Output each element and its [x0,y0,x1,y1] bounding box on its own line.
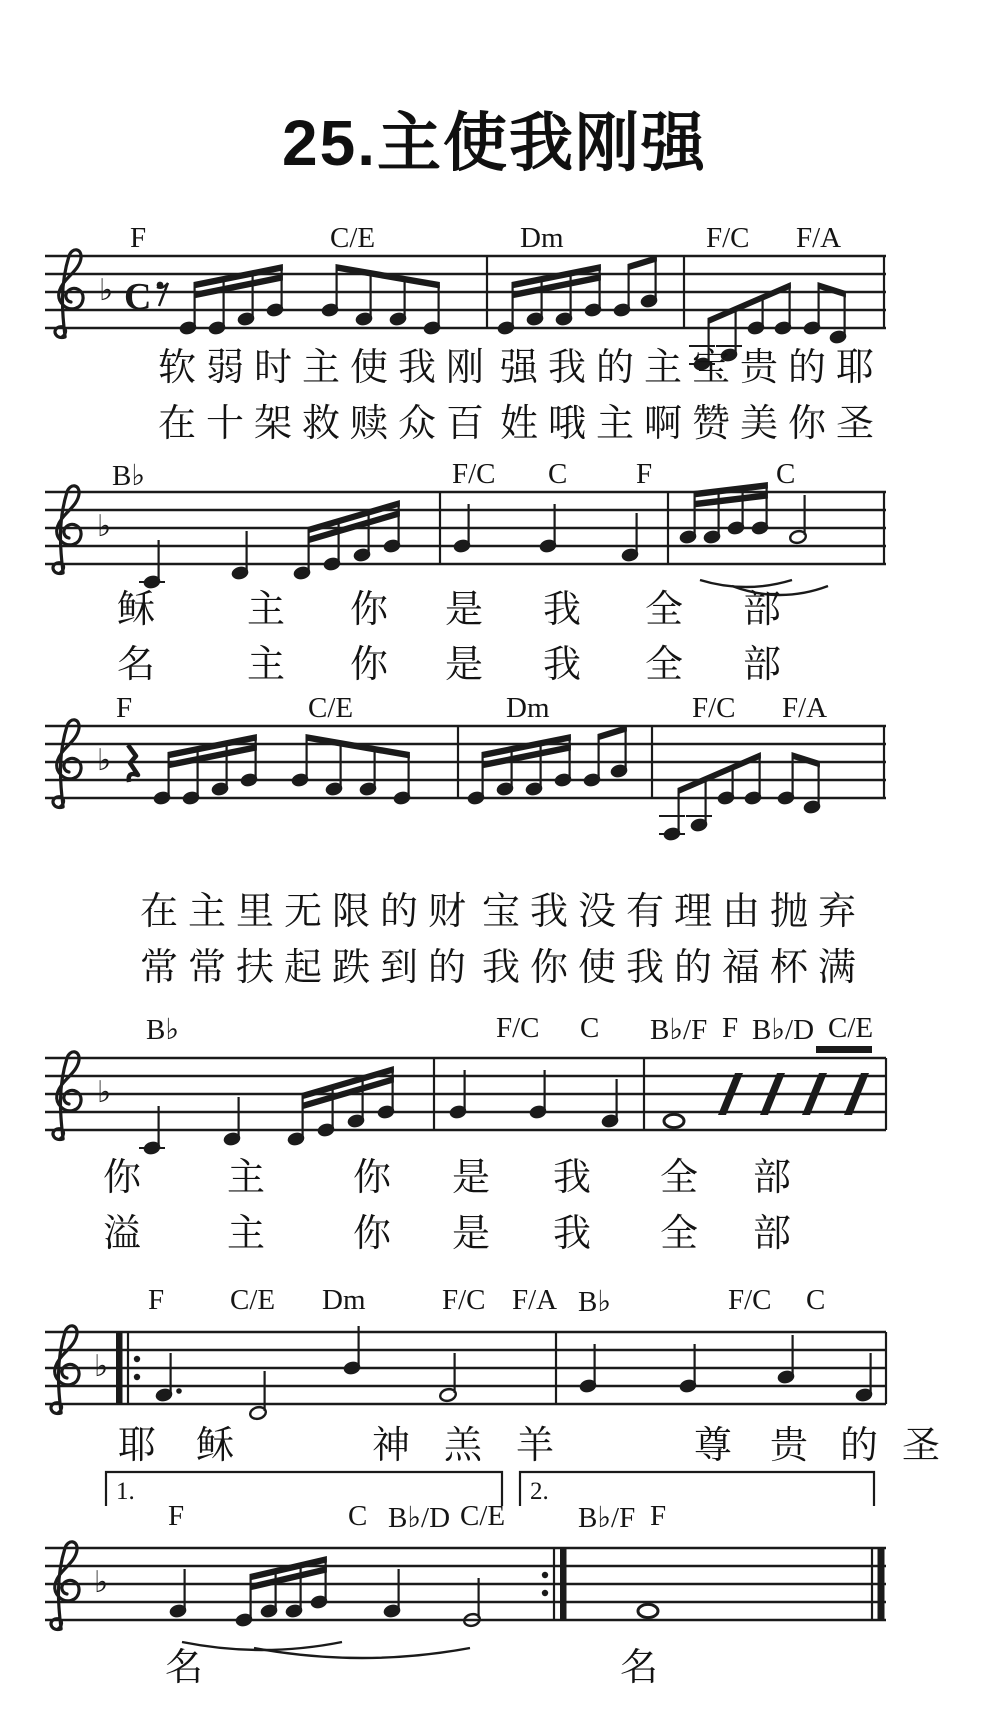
beam [336,264,440,289]
flat-icon: ♭ [97,1075,112,1110]
beam [816,1046,872,1053]
lyric-text: 部 [753,1155,792,1199]
lyric-text: 是 [452,1155,491,1199]
beam [708,282,791,325]
chord-label: F [722,1012,739,1044]
lyric-text: 你 [350,587,389,631]
chord-label: F [116,692,133,724]
treble-clef-icon [53,720,81,808]
chord-label: B♭ [146,1014,180,1046]
lyric-text: 在十架救赎众百 [158,401,495,445]
chord-label: F [636,458,653,490]
lyric-text: 耶 [118,1423,157,1467]
lyric-text: 我你使我的福杯满 [482,945,867,989]
lyric-text: 你 [103,1155,142,1199]
chord-label: C [348,1500,368,1532]
lyric-text: 主 [247,642,286,686]
lyric-text: 你 [350,642,389,686]
lyric-text: 是 [452,1211,491,1255]
volta-number: 1. [116,1478,135,1505]
lyric-text: 名 [117,642,156,686]
chord-label: B♭ [112,460,146,492]
lyric-text: 软弱时主使我刚 [158,345,495,389]
lyric-text: 部 [753,1211,792,1255]
chord-label: F [148,1284,165,1316]
volta-number: 2. [530,1478,549,1505]
chord-label: C [776,458,796,490]
chord-label: C [806,1284,826,1316]
treble-clef-icon [51,1326,79,1414]
lyric-text: 全 [645,587,684,631]
lyric-text: 主 [247,587,286,631]
repeat-end-icon [560,1548,567,1620]
slur [700,580,792,587]
treble-clef-icon [51,1542,79,1630]
chord-label: B♭ [578,1286,612,1318]
lyric-text: 是 [445,642,484,686]
beam [598,725,627,741]
lyric-text: 全 [660,1211,699,1255]
staff-system-5 [45,1326,886,1421]
flat-icon: ♭ [97,743,112,778]
chord-label: F/C [728,1284,772,1316]
staff-system-6 [45,1542,886,1658]
flat-icon: ♭ [94,1565,109,1600]
common-time-icon: C [124,276,152,318]
whole-note-icon [638,1604,658,1617]
chord-label: F/A [512,1284,558,1316]
chord-label: F/A [796,222,842,254]
chord-label: F/C [692,692,736,724]
lyric-text: 主 [227,1211,266,1255]
chord-label: C/E [828,1012,874,1044]
staff-system-2 [45,482,886,595]
beam [628,255,657,271]
chord-label: B♭/D [752,1014,815,1046]
lyric-text: 溢 [103,1211,142,1255]
lyric-text: 羊 [516,1423,555,1467]
chord-label: B♭/F [578,1502,636,1534]
chord-label: B♭/D [388,1502,451,1534]
chord-label: F/C [706,222,750,254]
chord-label: F/A [782,692,828,724]
chord-label: C/E [460,1500,506,1532]
chord-label: Dm [506,692,550,724]
lyric-text: 稣 [117,587,156,631]
lyric-text: 的 [840,1423,879,1467]
lyric-text: 全 [660,1155,699,1199]
lyric-text: 名 [620,1645,659,1689]
chord-label: C [548,458,568,490]
lyric-text: 全 [645,642,684,686]
lyric-text: 常常扶起跌到的 [140,945,477,989]
treble-clef-icon [53,486,81,574]
beam [678,752,761,795]
lyric-text: 部 [743,587,782,631]
staff-system-3 [45,720,886,842]
lyric-text: 你 [353,1211,392,1255]
chord-label: F/C [496,1012,540,1044]
beam [792,752,820,768]
flat-icon: ♭ [94,1349,109,1384]
beam [818,282,846,298]
lyric-text: 我 [543,642,582,686]
chord-label: F [650,1500,667,1532]
staff-system-4 [45,1046,886,1155]
flat-icon: ♭ [97,509,112,544]
treble-clef-icon [53,1052,81,1140]
lyric-text: 稣 [196,1423,235,1467]
whole-note-icon [664,1114,684,1127]
lyric-text: 名 [165,1645,204,1689]
lyric-text: 你 [353,1155,392,1199]
chord-label: Dm [322,1284,366,1316]
lyric-text: 在主里无限的财 [140,889,477,933]
final-barline [878,1548,885,1620]
chord-label: B♭/F [650,1014,708,1046]
lyric-text: 是 [445,587,484,631]
lyric-text: 神 [372,1423,411,1467]
chord-label: C/E [230,1284,276,1316]
chord-label: C [580,1012,600,1044]
lyric-text: 部 [743,642,782,686]
lyric-text: 贵 [770,1423,809,1467]
chord-label: Dm [520,222,564,254]
chord-label: F [168,1500,185,1532]
chord-label: F/C [452,458,496,490]
volta-bracket [520,1472,874,1506]
lyric-text: 圣 [902,1423,941,1467]
lyric-text: 宝我没有理由抛弃 [482,889,867,933]
chord-label: C/E [330,222,376,254]
song-title: 25.主使我刚强 [282,107,707,179]
lyric-text: 羔 [444,1423,483,1467]
chord-label: C/E [308,692,354,724]
flat-icon: ♭ [99,273,114,308]
chord-label: F/C [442,1284,486,1316]
lyric-text: 我 [553,1211,592,1255]
lyric-text: 姓哦主啊赞美你圣 [500,401,885,445]
chord-label: F [130,222,147,254]
lyric-text: 强我的主宝贵的耶 [500,345,885,389]
quarter-rest-icon [128,745,138,782]
treble-clef-icon [55,250,83,338]
repeat-start-icon [116,1332,123,1404]
lyric-text: 尊 [694,1423,733,1467]
lyric-text: 主 [227,1155,266,1199]
beam [306,734,410,759]
lyric-text: 我 [543,587,582,631]
lyric-text: 我 [553,1155,592,1199]
